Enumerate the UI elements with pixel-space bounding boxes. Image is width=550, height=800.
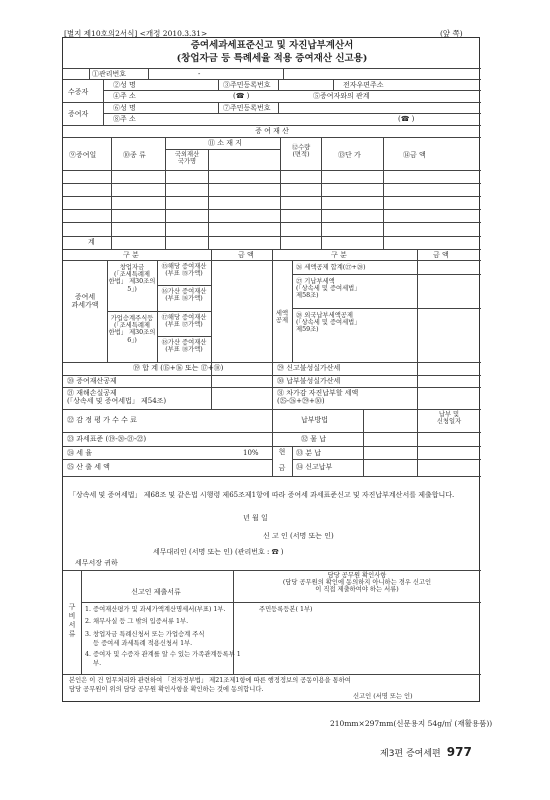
- agent-sign[interactable]: 세무대리인 (서명 또는 인) (관리번호 : ☎ ): [153, 548, 284, 556]
- calc-amount-left: 금 액: [238, 251, 254, 259]
- recipient-address-label: ④주 소: [113, 92, 136, 100]
- row-32: ㉜ 물 납: [301, 435, 326, 443]
- donor-phone[interactable]: (☎ ): [398, 115, 415, 123]
- recipient-id-label: ③주민등록번호: [223, 81, 271, 89]
- page-side: (앞 쪽): [440, 29, 463, 38]
- assets-total-label: 계: [88, 238, 95, 246]
- donor-id-label: ⑦주민등록번호: [223, 104, 271, 112]
- row-34: ㉞ 신고납부: [296, 463, 333, 471]
- mgmt-value[interactable]: -: [198, 70, 201, 78]
- declarant-sign[interactable]: 신 고 인 (서명 또는 인): [263, 532, 334, 540]
- row-16: ⑯가산 증여재산 (부표 ⑯가액): [161, 288, 207, 303]
- row-24: ㉔ 세 율: [67, 449, 92, 457]
- row-20: ⑳ 증여재산공제: [67, 377, 117, 385]
- tax-rate: 10%: [243, 449, 259, 457]
- declaration-text: 「상속세 및 증여세법」 제68조 및 같은법 시행령 제65조제1항에 따라 증여세 과세표준신고 및 자진납부계산서를 제출합니다.: [69, 491, 455, 499]
- calc-category-left: 구 분: [123, 251, 139, 259]
- recipient-relation-label: ⑤증여자와의 관계: [313, 92, 370, 100]
- col-unit-price: ⑬단 가: [338, 151, 361, 159]
- col-foreign: 국외재산 국가명: [174, 151, 200, 166]
- startup-fund-label: 창업자금 (「조세특례제 한법」 제30조의 5」): [108, 264, 156, 293]
- paper-size: 210mm×297mm(신문용지 54g/㎡ (재활용품)): [330, 719, 493, 728]
- row-29: ㉙ 신고불성실가산세: [277, 364, 341, 372]
- docs-left-title: 신고인 제출서류: [131, 588, 181, 596]
- page-number: 977: [446, 745, 472, 759]
- row-31: ㉛ 차가감 자진납부할 세액 (㉕-㉖+㉙+㉚): [277, 389, 359, 406]
- office-recipient: 세무서장 귀하: [75, 559, 118, 567]
- doc-right-item: 주민등록등본( 1부): [259, 606, 313, 613]
- form-number: [별지 제10호의2서식] <개정 2010.3.31>: [64, 29, 208, 38]
- doc-item-4: 4. 증여자 및 수증자 관계를 알 수 있는 가족관계등록부 1 부.: [85, 651, 241, 668]
- row-25: ㉕ 산 출 세 액: [67, 463, 110, 471]
- col-date: ⑨증여일: [69, 151, 97, 159]
- row-23: ㉓ 과세표준 (⑲-⑳-㉑-㉒): [67, 435, 147, 443]
- calc-category-right: 구 분: [331, 251, 347, 259]
- row-21: ㉑ 재해손실공제 (「상속세 및 증여세법」 제54조): [67, 389, 167, 406]
- donor-address-label: ⑧주 소: [113, 115, 136, 123]
- donor-label: 증여자: [68, 110, 89, 118]
- consent-text: 본인은 이 건 업무처리와 관련하여 「전자정부법」 제21조제1항에 따른 행정정보의 공동이용을 통하여 담당 공무원이 위의 담당 공무원 확인사항을 확인하는 것에 동의합니다.: [69, 677, 351, 693]
- recipient-email-label: 전자우편주소: [343, 81, 384, 89]
- donor-name-label: ⑥성 명: [113, 104, 136, 112]
- row-15: ⑮해당 증여재산 (부표 ⑮가액): [161, 263, 207, 278]
- assets-title: 증 여 재 산: [255, 127, 289, 135]
- tax-return-form: [62, 37, 480, 702]
- family-stock-label: 가업승계주식등 (「조세특례제 한법」 제30조의 6」): [108, 315, 156, 344]
- recipient-name-label: ②성 명: [113, 81, 136, 89]
- section-title: 제3편 증여세편: [380, 749, 441, 759]
- taxable-value-label: 증여세 과세가액: [71, 293, 99, 310]
- doc-item-3: 3. 창업자금 특례신청서 또는 가업승계 주식 등 증여세 과세특례 적용신청서 1부.: [85, 631, 205, 648]
- method-label: 납부방법: [301, 416, 329, 424]
- mgmt-label: ①관리번호: [92, 70, 127, 78]
- date-col-label: 납부 및 신청일자: [436, 411, 462, 426]
- row-26: ㉖ 세액공제 합계(㉗+㉘): [296, 264, 366, 271]
- col-amount: ⑭금 액: [403, 151, 426, 159]
- row-18: ⑱가산 증여재산 (부표 ⑱가액): [161, 339, 207, 354]
- docs-label: 구 비 서 류: [68, 603, 76, 639]
- declaration-date[interactable]: 년 월 일: [243, 514, 268, 522]
- deduction-label: 세액 공제: [275, 310, 289, 325]
- row-22: ㉒ 감 정 평 가 수 수 료: [67, 416, 137, 424]
- recipient-phone[interactable]: (☎ ): [233, 92, 250, 100]
- doc-item-2: 2. 채무사실 등 그 밖의 입증서류 1부.: [85, 618, 189, 625]
- docs-right-title: 담당 공무원 확인사항 (담당 공무원의 확인에 동의하지 아니하는 경우 신고인 이 직접 제출하여야 하는 서류): [282, 572, 432, 594]
- form-subtitle: (창업자금 등 특례세율 적용 증여재산 신고용): [176, 53, 368, 64]
- page-footer: [380, 745, 472, 759]
- col-type: ⑩종 류: [123, 151, 146, 159]
- consent-sign[interactable]: 신고인 (서명 또는 인): [353, 693, 413, 700]
- form-title: 증여세과세표준신고 및 자진납부계산서: [190, 40, 354, 51]
- recipient-label: 수증자: [68, 88, 89, 96]
- row-27: ㉗ 기납부세액 (「상속세 및 증여세법」 제58조): [296, 278, 361, 300]
- doc-item-1: 1. 증여재산평가 및 과세가액계산명세서(부표) 1부.: [85, 606, 226, 613]
- calc-amount-right: 금 액: [433, 251, 449, 259]
- row-17: ⑰해당 증여재산 (부표 ⑰가액): [161, 314, 207, 329]
- col-qty: ⑫수량 (면적): [291, 144, 311, 159]
- col-location: ⑪ 소 재 지: [208, 139, 242, 147]
- row-28: ㉘ 외국납부세액공제 (「상속세 및 증여세법」 제59조): [296, 312, 361, 334]
- row-30: ㉚ 납부불성실가산세: [277, 377, 341, 385]
- cash-label: 현 금: [278, 448, 286, 473]
- row-33: ㉝ 분 납: [296, 449, 321, 457]
- row-19: ⑲ 합 계 (⑮+⑯ 또는 ⑰+⑱): [133, 364, 224, 372]
